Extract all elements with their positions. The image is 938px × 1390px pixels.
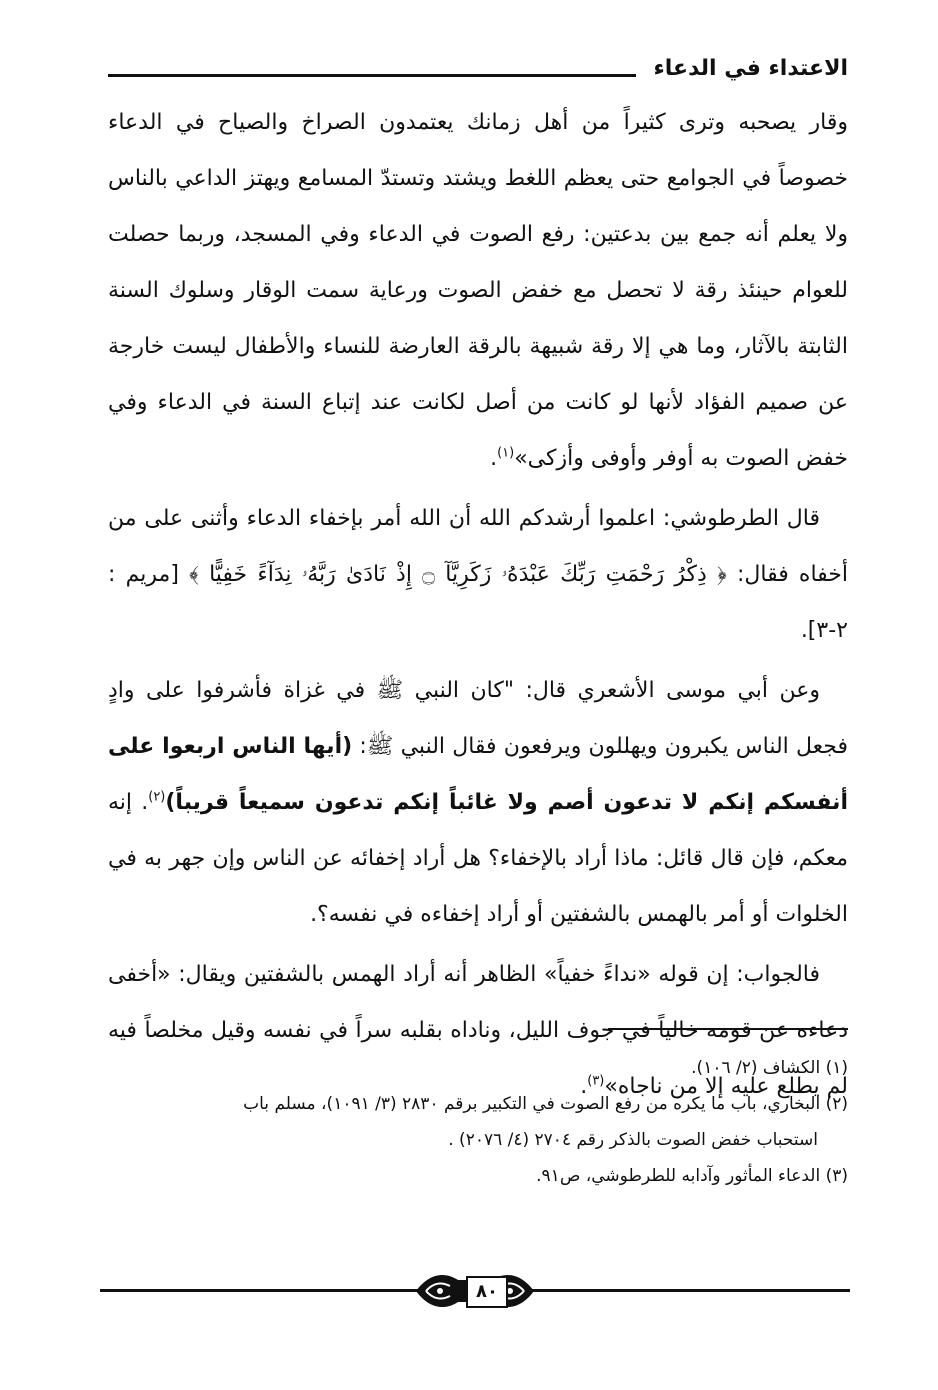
footnote-1: (١) الكشاف (٢/ ١٠٦).: [691, 1058, 848, 1078]
footer-rule-left: [100, 1289, 420, 1292]
footnotes: [112, 1050, 848, 1194]
paragraph-3: وعن أبي موسى الأشعري قال: "كان النبي ﷺ في غزاة فأشرفوا على وادٍ فجعل الناس يكبرون ويهللون ويرفعون فقال النبي ﷺ: (أيها الناس اربعوا على أنفسكم إنكم لا تدعون أصم ولا غائباً إنكم تدعون سميعاً قريباً)$^{(٢)}$. إنه معكم، فإن قال قائل: ماذا أراد بالإخفاء؟ هل أراد إخفائه عن الناس وإن جهر به في الخلوات أو أمر بالهمس بالشفتين أو أراد إخفاءه في نفسه؟.: [108, 678, 848, 927]
quran-quote: ﴿ ذِكْرُ رَحْمَتِ رَبِّكَ عَبْدَهُۥ زَكَرِيَّآ ۝ إِذْ نَادَىٰ رَبَّهُۥ نِدَآءً خَفِيًّا ﴾: [189, 562, 727, 587]
page-footer: [100, 1268, 850, 1318]
footnote-ref-1: (١): [497, 445, 515, 461]
paragraph-2: قال الطرطوشي: اعلموا أرشدكم الله أن الله أمر بإخفاء الدعاء وأثنى على من أخفاه فقال: ﴿ ذِكْرُ رَحْمَتِ رَبِّكَ عَبْدَهُۥ زَكَرِيَّآ ۝ إِذْ نَادَىٰ رَبَّهُۥ نِدَآءً خَفِيًّا ﴾ [مريم : ٢-٣].: [108, 506, 848, 643]
footnote-2: (٢) البخاري، باب ما يكره من رفع الصوت في التكبير برقم ٢٨٣٠ (٣/ ١٠٩١)، مسلم باب: [243, 1094, 848, 1114]
footer-rule-right: [532, 1289, 850, 1292]
paragraph-4: فالجواب: إن قوله «نداءً خفياً» الظاهر أنه أراد الهمس بالشفتين ويقال: «أخفى دعاءه عن قومه خالياً في جوف الليل، وناداه بقلبه سراً في نفسه وقيل مخلصاً فيه لم يطلع عليه إلا من ناجاه»$^{(٣)}$.: [108, 962, 848, 1099]
footnote-ref-2: (٢): [148, 789, 166, 805]
paragraph-1: وقار يصحبه وترى كثيراً من أهل زمانك يعتمدون الصراخ والصياح في الدعاء خصوصاً في الجوامع حتى يعظم اللغط ويشتد وتستدّ المسامع ويهتز الداعي بالناس ولا يعلم أنه جمع بين بدعتين: رفع الصوت في الدعاء وفي المسجد، وربما حصلت للعوام حينئذ رقة لا تحصل مع خفض الصوت ورعاية سمت الوقار وسلوك السنة الثابتة بالآثار، وما هي إلا رقة شبيهة بالرقة العارضة للنساء والأطفال ليست خارجة عن صميم الفؤاد لأنها لو كانت من أصل لكانت عند إتباع السنة في الدعاء وفي خفض الصوت به أوفر وأوفى وأزكى»$^{(١)}$.: [108, 110, 848, 471]
header-title: الاعتداء في الدعاء: [653, 56, 848, 81]
footnote-2-continued: استحباب خفض الصوت بالذكر رقم ٢٧٠٤ (٤/ ٢٠٧٦) .: [448, 1130, 818, 1150]
footnote-ref-3: (٣): [587, 1073, 605, 1089]
header-rule: [108, 74, 636, 77]
hadith-quote: (أيها الناس اربعوا على أنفسكم إنكم لا تدعون أصم ولا غائباً إنكم تدعون سميعاً قريباً): [108, 734, 848, 815]
footnote-3: (٣) الدعاء المأثور وآدابه للطرطوشي، ص٩١.: [536, 1166, 848, 1186]
page-number: ٨٠: [466, 1276, 508, 1308]
footnote-separator: [608, 1028, 848, 1030]
main-text: [108, 95, 848, 1119]
running-header: [108, 50, 848, 90]
